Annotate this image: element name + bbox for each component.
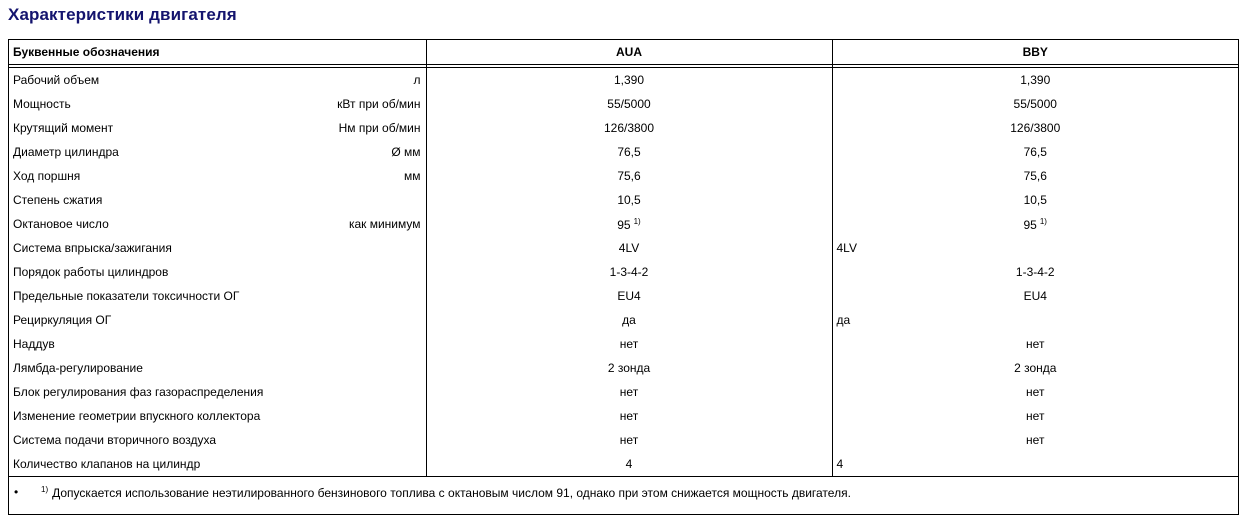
param-cell xyxy=(9,356,426,380)
param-cell xyxy=(9,140,426,164)
param-cell xyxy=(9,332,426,356)
footnote-text: Допускается использование неэтилированного бензинового топлива с октановым числом 91, однако при этом снижается мощность двигателя. xyxy=(52,486,851,500)
aua-cell xyxy=(426,260,832,284)
aua-cell-value: 126/3800 xyxy=(603,121,655,135)
aua-cell xyxy=(426,332,832,356)
aua-cell-value: 75,6 xyxy=(617,169,641,183)
bby-cell xyxy=(832,452,1238,477)
bby-cell xyxy=(832,236,1238,260)
bby-cell-value: 126/3800 xyxy=(1010,121,1061,135)
bby-cell-value: 4LV xyxy=(836,241,857,255)
param-name: Предельные показатели токсичности ОГ xyxy=(13,289,240,303)
table-row xyxy=(9,380,1238,404)
param-cell xyxy=(9,116,426,140)
param-name: Рециркуляция ОГ xyxy=(13,313,112,327)
aua-cell-value: 4LV xyxy=(618,241,640,255)
bby-cell-value: нет xyxy=(1026,385,1045,399)
aua-cell-value: 76,5 xyxy=(617,145,641,159)
bby-cell-value: 2 зонда xyxy=(1014,361,1057,375)
bby-cell xyxy=(832,188,1238,212)
table-row xyxy=(9,260,1238,284)
param-name: Наддув xyxy=(13,337,55,351)
table-row xyxy=(9,236,1238,260)
param-cell xyxy=(9,212,426,236)
aua-cell xyxy=(426,284,832,308)
param-cell xyxy=(9,92,426,116)
bby-cell xyxy=(832,92,1238,116)
table-row xyxy=(9,356,1238,380)
param-cell xyxy=(9,452,426,477)
header-designation: Буквенные обозначения xyxy=(9,40,426,65)
param-cell xyxy=(9,188,426,212)
bby-cell xyxy=(832,380,1238,404)
param-cell xyxy=(9,68,426,93)
table-row xyxy=(9,92,1238,116)
param-name: Крутящий момент xyxy=(13,121,114,135)
bby-cell-value: да xyxy=(836,313,851,327)
aua-cell xyxy=(426,92,832,116)
table-body xyxy=(9,65,1238,477)
aua-cell xyxy=(426,308,832,332)
table-row xyxy=(9,140,1238,164)
bby-cell xyxy=(832,284,1238,308)
param-name: Лямбда-регулирование xyxy=(13,361,143,375)
param-name: Диаметр цилиндра xyxy=(13,145,119,159)
aua-cell xyxy=(426,68,832,93)
aua-cell-value: нет xyxy=(619,385,639,399)
aua-cell xyxy=(426,428,832,452)
table-header-row xyxy=(9,40,1238,65)
bby-cell-value: 1-3-4-2 xyxy=(1015,265,1055,279)
aua-cell-value: нет xyxy=(619,337,639,351)
aua-cell xyxy=(426,236,832,260)
page-title: Характеристики двигателя xyxy=(8,5,237,24)
header-aua: AUA xyxy=(426,40,832,65)
aua-cell xyxy=(426,356,832,380)
param-cell xyxy=(9,164,426,188)
bby-cell-value: 95 xyxy=(1023,217,1037,232)
table-row xyxy=(9,68,1238,93)
param-name: Октановое число xyxy=(13,217,109,231)
param-name: Рабочий объем xyxy=(13,73,100,87)
aua-cell-value: нет xyxy=(619,409,639,423)
bby-cell-value: 4 xyxy=(836,457,844,471)
param-name: Количество клапанов на цилиндр xyxy=(13,457,201,471)
param-cell xyxy=(9,284,426,308)
param-cell xyxy=(9,260,426,284)
param-cell xyxy=(9,380,426,404)
bby-cell-value: нет xyxy=(1026,337,1045,351)
aua-cell xyxy=(426,164,832,188)
aua-cell-value: EU4 xyxy=(617,289,641,303)
aua-cell-value: 1-3-4-2 xyxy=(609,265,649,279)
aua-cell-value: 2 зонда xyxy=(607,361,651,375)
table-row xyxy=(9,332,1238,356)
param-unit: Ø мм xyxy=(391,145,421,159)
footnote-bullet: • xyxy=(14,485,19,499)
bby-cell-value: EU4 xyxy=(1023,289,1047,303)
bby-cell-value: нет xyxy=(1026,433,1045,447)
aua-cell-value: да xyxy=(622,313,636,327)
bby-cell xyxy=(832,68,1238,93)
table-row xyxy=(9,164,1238,188)
bby-cell-value: 55/5000 xyxy=(1013,97,1057,111)
table-row xyxy=(9,452,1238,477)
param-unit: мм xyxy=(404,169,421,183)
footnote-ref: 1) xyxy=(1039,216,1047,226)
param-name: Степень сжатия xyxy=(13,193,103,207)
table-row xyxy=(9,428,1238,452)
param-name: Мощность xyxy=(13,97,71,111)
bby-cell xyxy=(832,308,1238,332)
param-unit: л xyxy=(413,73,421,87)
table-row xyxy=(9,188,1238,212)
table-row xyxy=(9,116,1238,140)
bby-cell xyxy=(832,116,1238,140)
bby-cell xyxy=(832,212,1238,236)
bby-cell-value: 10,5 xyxy=(1023,193,1047,207)
table-row xyxy=(9,284,1238,308)
aua-cell-value: 4 xyxy=(625,457,633,471)
param-cell xyxy=(9,308,426,332)
aua-cell xyxy=(426,380,832,404)
table-row xyxy=(9,404,1238,428)
aua-cell-value: 1,390 xyxy=(613,73,645,87)
param-unit: Нм при об/мин xyxy=(338,121,421,135)
param-cell xyxy=(9,236,426,260)
bby-cell-value: 75,6 xyxy=(1023,169,1047,183)
footnote xyxy=(14,485,851,500)
param-name: Система подачи вторичного воздуха xyxy=(13,433,217,447)
table-row xyxy=(9,212,1238,236)
engine-spec-table xyxy=(9,40,1238,477)
aua-cell-value: нет xyxy=(619,433,639,447)
aua-cell xyxy=(426,140,832,164)
aua-cell-value: 95 xyxy=(617,217,631,232)
bby-cell xyxy=(832,404,1238,428)
footnote-mark: 1) xyxy=(41,485,49,494)
param-cell xyxy=(9,428,426,452)
aua-cell-value: 10,5 xyxy=(617,193,641,207)
footnote-content xyxy=(41,485,851,500)
param-name: Изменение геометрии впускного коллектора xyxy=(13,409,261,423)
param-unit: кВт при об/мин xyxy=(337,97,421,111)
param-unit: как минимум xyxy=(348,217,421,231)
aua-cell xyxy=(426,188,832,212)
aua-cell xyxy=(426,452,832,477)
table-row xyxy=(9,308,1238,332)
bby-cell xyxy=(832,332,1238,356)
aua-cell-value: 55/5000 xyxy=(607,97,651,111)
aua-cell xyxy=(426,116,832,140)
param-name: Система впрыска/зажигания xyxy=(13,241,172,255)
bby-cell-value: нет xyxy=(1026,409,1045,423)
param-cell xyxy=(9,404,426,428)
aua-cell xyxy=(426,212,832,236)
bby-cell xyxy=(832,164,1238,188)
aua-cell xyxy=(426,404,832,428)
bby-cell xyxy=(832,428,1238,452)
bby-cell xyxy=(832,140,1238,164)
param-name: Ход поршня xyxy=(13,169,81,183)
header-bby: BBY xyxy=(832,40,1238,65)
bby-cell xyxy=(832,260,1238,284)
bby-cell-value: 1,390 xyxy=(1020,73,1051,87)
footnote-ref: 1) xyxy=(633,216,641,226)
bby-cell-value: 76,5 xyxy=(1023,145,1047,159)
bby-cell xyxy=(832,356,1238,380)
param-name: Порядок работы цилиндров xyxy=(13,265,169,279)
param-name: Блок регулирования фаз газораспределения xyxy=(13,385,264,399)
